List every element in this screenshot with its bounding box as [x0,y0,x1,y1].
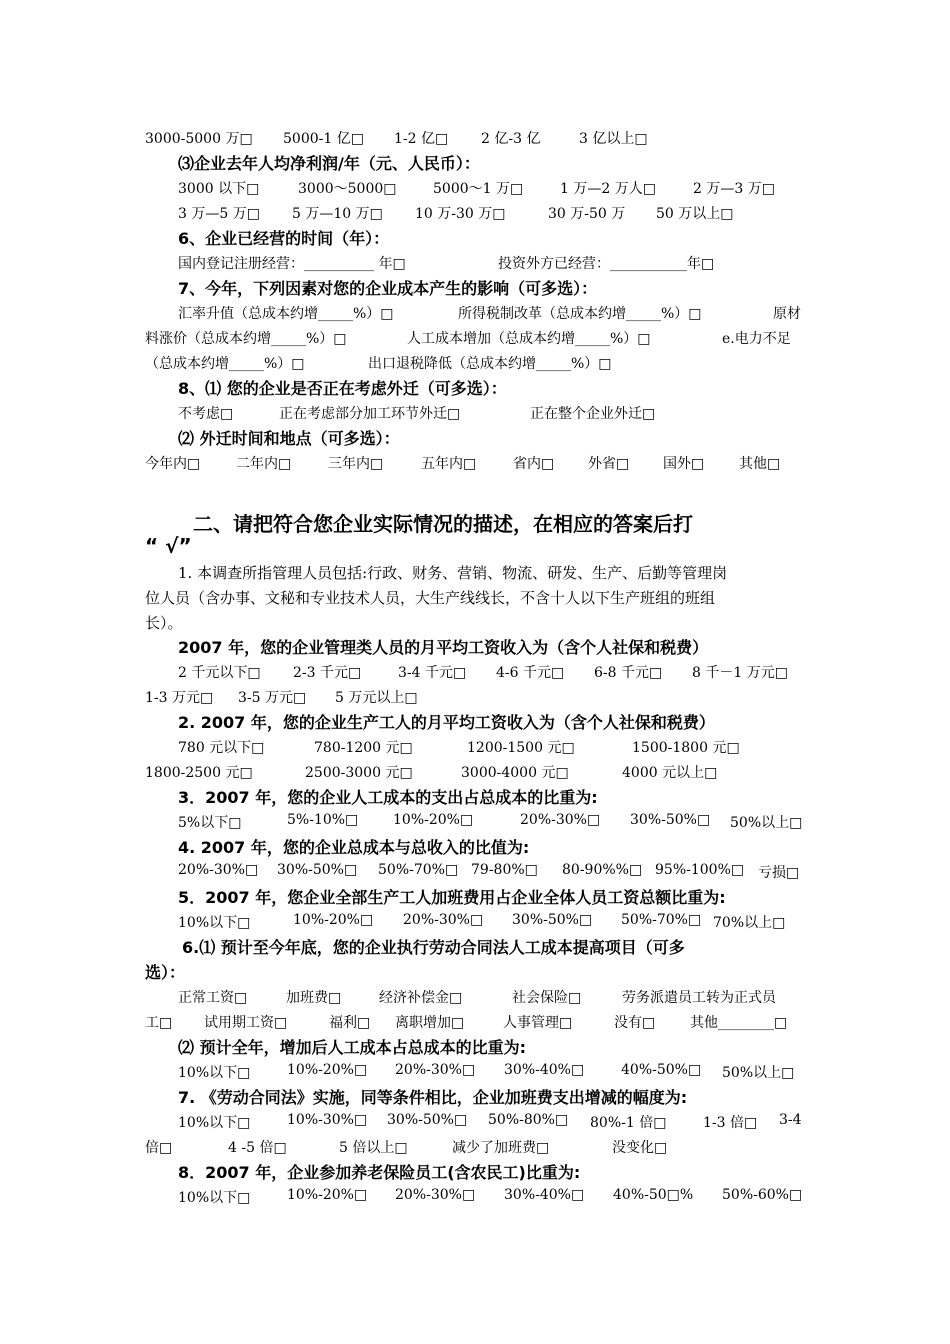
option-line [0,126,950,151]
answer-option[interactable]: 20%-30%□ [395,1187,476,1203]
answer-option[interactable]: 4 -5 倍□ [228,1140,287,1156]
question-heading [0,960,950,985]
answer-option[interactable]: 780-1200 元□ [314,740,413,756]
option-line [0,1135,950,1160]
option-line [0,660,950,685]
answer-option[interactable]: 三年内□ [328,456,384,472]
option-line [0,910,950,935]
text-segment: 8．2007 年，企业参加养老保险员工(含农民工)比重为: [178,1163,581,1182]
answer-option[interactable]: 省内□ [513,456,555,472]
text-segment: 1. 本调查所指管理人员包括:行政、财务、营销、物流、研发、生产、后勤等管理岗 [178,564,728,582]
question-heading [0,710,950,735]
answer-option[interactable]: 福利□ [329,1015,371,1031]
answer-option[interactable]: 国外□ [663,456,705,472]
question-heading [0,835,950,860]
answer-option[interactable]: 正在整个企业外迁□ [530,406,656,422]
answer-option[interactable]: 3 亿以上□ [579,131,648,147]
answer-option[interactable]: 1200-1500 元□ [467,740,575,756]
option-line [0,326,950,351]
answer-option[interactable]: 10%以下□ [178,1065,251,1081]
text-segment: 选）： [145,963,186,982]
answer-option[interactable]: 30%-40%□ [504,1187,585,1203]
option-line [0,251,950,276]
option-line [0,735,950,760]
text-segment: ⑵ 预计全年，增加后人工成本占总成本的比重为: [178,1038,526,1057]
answer-option[interactable]: 79-80%□ [471,862,538,878]
answer-option[interactable]: 20%-30%□ [520,812,601,828]
answer-option[interactable]: 6-8 千元□ [594,665,663,681]
answer-option[interactable]: 倍□ [145,1140,173,1156]
question-heading [0,376,950,401]
text-segment: 4. 2007 年，您的企业总成本与总收入的比值为: [178,838,530,857]
answer-option[interactable]: 5%以下□ [178,815,242,831]
question-heading [0,635,950,660]
answer-option[interactable]: 原材 [773,306,801,322]
option-line [0,301,950,326]
answer-option[interactable]: 50%-70%□ [621,912,702,928]
answer-option[interactable]: 10 万-30 万□ [415,206,506,222]
answer-option[interactable]: 5 万元以上□ [335,690,418,706]
question-heading [0,151,950,176]
answer-option[interactable]: 3000-4000 元□ [461,765,569,781]
answer-option[interactable]: 离职增加□ [395,1015,465,1031]
answer-option[interactable]: 30%-50%□ [277,862,358,878]
answer-option[interactable]: 加班费□ [286,990,342,1006]
answer-option[interactable]: 没有□ [614,1015,656,1031]
paragraph-line [0,560,950,585]
answer-option[interactable]: 3 万—5 万□ [178,206,260,222]
answer-option[interactable]: 劳务派遣员工转为正式员 [622,990,776,1006]
answer-option[interactable]: 30%-40%□ [504,1062,585,1078]
text-segment: 2. 2007 年，您的企业生产工人的月平均工资收入为（含个人社保和税费） [178,713,715,732]
text-segment: 8、⑴ 您的企业是否正在考虑外迁（可多选）： [178,379,507,398]
answer-option[interactable]: 10%-30%□ [287,1112,368,1128]
answer-option[interactable]: e.电力不足 [722,331,791,347]
answer-option[interactable]: （总成本约增_____%）□ [145,356,305,372]
answer-option[interactable]: 外省□ [588,456,630,472]
answer-option[interactable]: 投资外方已经营：___________年□ [498,256,715,272]
text-segment: ⑵ 外迁时间和地点（可多选）： [178,429,400,448]
answer-option[interactable]: 5 倍以上□ [339,1140,408,1156]
text-segment: 二、请把符合您企业实际情况的描述，在相应的答案后打 [193,512,693,536]
option-line [0,685,950,710]
answer-option[interactable]: 2 千元以下□ [178,665,261,681]
text-segment: 7、今年，下列因素对您的企业成本产生的影响（可多选）： [178,279,598,298]
answer-option[interactable]: 人事管理□ [503,1015,573,1031]
answer-option[interactable]: 10%以下□ [178,1190,251,1206]
answer-option[interactable]: 780 元以下□ [178,740,265,756]
answer-option[interactable]: 1-3 万元□ [145,690,214,706]
paragraph-line [0,610,950,635]
option-line [0,201,950,226]
answer-option[interactable]: 二年内□ [236,456,292,472]
answer-option[interactable]: 料涨价（总成本约增_____%）□ [145,331,347,347]
option-line [0,451,950,476]
answer-option[interactable]: 3000～5000□ [298,181,397,197]
question-heading [0,276,950,301]
option-line [0,351,950,376]
answer-option[interactable]: 40%-50%□ [621,1062,702,1078]
answer-option[interactable]: 50%以上□ [730,815,803,831]
answer-option[interactable]: 其他________□ [690,1015,788,1031]
option-line [0,1010,950,1035]
answer-option[interactable]: 10%-20%□ [293,912,374,928]
answer-option[interactable]: 20%-30%□ [403,912,484,928]
answer-option[interactable]: 40%-50□% [613,1187,694,1203]
answer-option[interactable]: 4000 元以上□ [622,765,718,781]
question-heading [0,1035,950,1060]
answer-option[interactable]: 8 千－1 万元□ [692,665,788,681]
option-line [0,1185,950,1210]
answer-option[interactable]: 2-3 千元□ [293,665,362,681]
answer-option[interactable]: 3000-5000 万□ [145,131,253,147]
answer-option[interactable]: 50%-60%□ [722,1187,803,1203]
question-heading [0,885,950,910]
answer-option[interactable]: 50 万以上□ [656,206,734,222]
answer-option[interactable]: 2500-3000 元□ [305,765,413,781]
answer-option[interactable]: 50%-70%□ [378,862,459,878]
answer-option[interactable]: 正在考虑部分加工环节外迁□ [279,406,461,422]
answer-option[interactable]: 试用期工资□ [204,1015,288,1031]
answer-option[interactable]: 减少了加班费□ [452,1140,550,1156]
answer-option[interactable]: 社会保险□ [512,990,582,1006]
answer-option[interactable]: 3-5 万元□ [238,690,307,706]
answer-option[interactable]: 3-4 千元□ [398,665,467,681]
answer-option[interactable]: 其他□ [739,456,781,472]
answer-option[interactable]: 10%-20%□ [287,1187,368,1203]
answer-option[interactable]: 五年内□ [421,456,477,472]
answer-option[interactable]: 国内登记注册经营：__________ 年□ [178,256,406,272]
text-segment: “ √” [145,534,192,558]
answer-option[interactable]: 亏损□ [758,865,800,881]
question-heading [0,1085,950,1110]
option-line [0,401,950,426]
option-line [0,760,950,785]
answer-option[interactable]: 工□ [145,1015,173,1031]
question-heading [0,226,950,251]
text-segment: 位人员（含办事、文秘和专业技术人员，大生产线线长，不含十人以下生产班组的班组 [145,589,716,607]
answer-option[interactable]: 10%以下□ [178,915,251,931]
text-segment: ⑶企业去年人均净利润/年（元、人民币）： [178,154,480,173]
answer-option[interactable]: 80%-1 倍□ [590,1115,667,1131]
text-segment: 长）。 [145,614,183,632]
answer-option[interactable]: 正常工资□ [178,990,248,1006]
text-segment: 2007 年，您的企业管理类人员的月平均工资收入为（含个人社保和税费） [178,638,709,657]
answer-option[interactable]: 4-6 千元□ [496,665,565,681]
answer-option[interactable]: 2 亿-3 亿 [481,131,541,147]
option-line [0,176,950,201]
text-segment: 7. 《劳动合同法》实施，同等条件相比，企业加班费支出增减的幅度为: [178,1088,688,1107]
answer-option[interactable]: 人工成本增加（总成本约增_____%）□ [407,331,651,347]
answer-option[interactable]: 30%-50%□ [630,812,711,828]
answer-option[interactable]: 70%以上□ [713,915,786,931]
answer-option[interactable]: 20%-30%□ [178,862,259,878]
answer-option[interactable]: 没变化□ [612,1140,668,1156]
answer-option[interactable]: 3-4 [779,1112,802,1128]
answer-option[interactable]: 5 万—10 万□ [292,206,383,222]
answer-option[interactable]: 80-90%%□ [562,862,643,878]
text-segment: 5．2007 年，您企业全部生产工人加班费用占企业全体人员工资总额比重为: [178,888,726,907]
answer-option[interactable]: 30%-50%□ [387,1112,468,1128]
option-line [0,1110,950,1135]
answer-option[interactable]: 30%-50%□ [512,912,593,928]
answer-option[interactable]: 95%-100%□ [655,862,745,878]
answer-option[interactable]: 5%-10%□ [287,812,359,828]
answer-option[interactable]: 今年内□ [145,456,201,472]
paragraph-line [0,585,950,610]
answer-option[interactable]: 1800-2500 元□ [145,765,253,781]
option-line [0,985,950,1010]
answer-option[interactable]: 10%-20%□ [393,812,474,828]
answer-option[interactable]: 10%以下□ [178,1115,251,1131]
answer-option[interactable]: 50%以上□ [722,1065,795,1081]
answer-option[interactable]: 经济补偿金□ [379,990,463,1006]
answer-option[interactable]: 50%-80%□ [488,1112,569,1128]
answer-option[interactable]: 5000～1 万□ [433,181,524,197]
answer-option[interactable]: 1500-1800 元□ [632,740,740,756]
answer-option[interactable]: 1-3 倍□ [703,1115,758,1131]
answer-option[interactable]: 5000-1 亿□ [283,131,364,147]
answer-option[interactable]: 1 万—2 万人□ [560,181,656,197]
text-segment: 6、企业已经营的时间（年）： [178,229,390,248]
answer-option[interactable]: 30 万-50 万 [548,206,626,222]
text-segment: 6.⑴ 预计至今年底，您的企业执行劳动合同法人工成本提高项目（可多 [182,938,685,957]
option-line [0,810,950,835]
question-heading [0,426,950,451]
question-heading [0,785,950,810]
answer-option[interactable]: 汇率升值（总成本约增_____%）□ [178,306,394,322]
text-segment: 3．2007 年，您的企业人工成本的支出占总成本的比重为: [178,788,598,807]
answer-option[interactable]: 所得税制改革（总成本约增_____%）□ [458,306,702,322]
answer-option[interactable]: 20%-30%□ [395,1062,476,1078]
answer-option[interactable]: 3000 以下□ [178,181,260,197]
answer-option[interactable]: 2 万—3 万□ [693,181,775,197]
answer-option[interactable]: 不考虑□ [178,406,234,422]
question-heading [0,1160,950,1185]
answer-option[interactable]: 出口退税降低（总成本约增_____%）□ [368,356,612,372]
answer-option[interactable]: 1-2 亿□ [394,131,449,147]
option-line [0,1060,950,1085]
answer-option[interactable]: 10%-20%□ [287,1062,368,1078]
option-line [0,860,950,885]
question-heading [0,935,950,960]
